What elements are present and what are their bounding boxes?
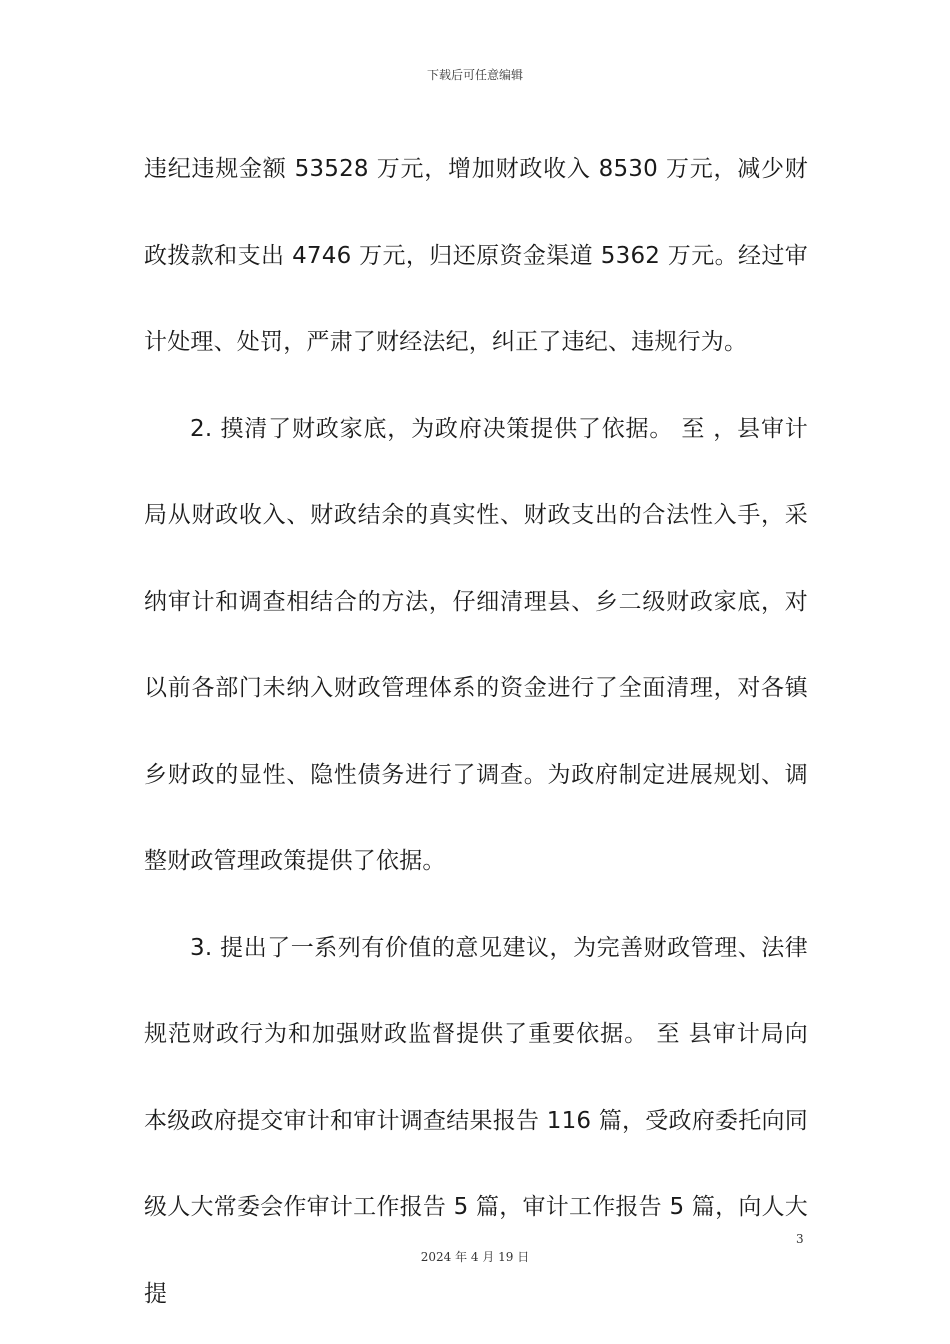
paragraph-item-3: 3. 提出了一系列有价值的意见建议，为完善财政管理、法律规范财政行为和加强财政监督提供了重要依据。 至 县审计局向本级政府提交审计和审计调查结果报告 116 篇，受政府委托向同级人大常委会作审计工作报告 5 篇，审计工作报告 5 篇，向人大提 (144, 934, 808, 1307)
header-note: 下载后可任意编辑 (426, 68, 523, 82)
page-number: 3 (796, 1232, 804, 1246)
paragraph-item-2: 2. 摸清了财政家底，为政府决策提供了依据。 至 ，县审计局从财政收入、财政结余的真实性、财政支出的合法性入手，采纳审计和调查相结合的方法，仔细清理县、乡二级财政家底，对以前各部门未纳入财政管理体系的资金进行了全面清理，对各镇乡财政的显性、隐性债务进行了调查。为政府制定进展规划、调整财政管理政策提供了依据。 (144, 415, 808, 874)
document-body (144, 126, 808, 1337)
footer-date: 2024 年 4 月 19 日 (420, 1250, 530, 1264)
paragraph-continuation: 违纪违规金额 53528 万元，增加财政收入 8530 万元，减少财政拨款和支出 4746 万元，归还原资金渠道 5362 万元。经过审计处理、处罚，严肃了财经法纪，纠正了违纪、违规行为。 (144, 156, 808, 355)
